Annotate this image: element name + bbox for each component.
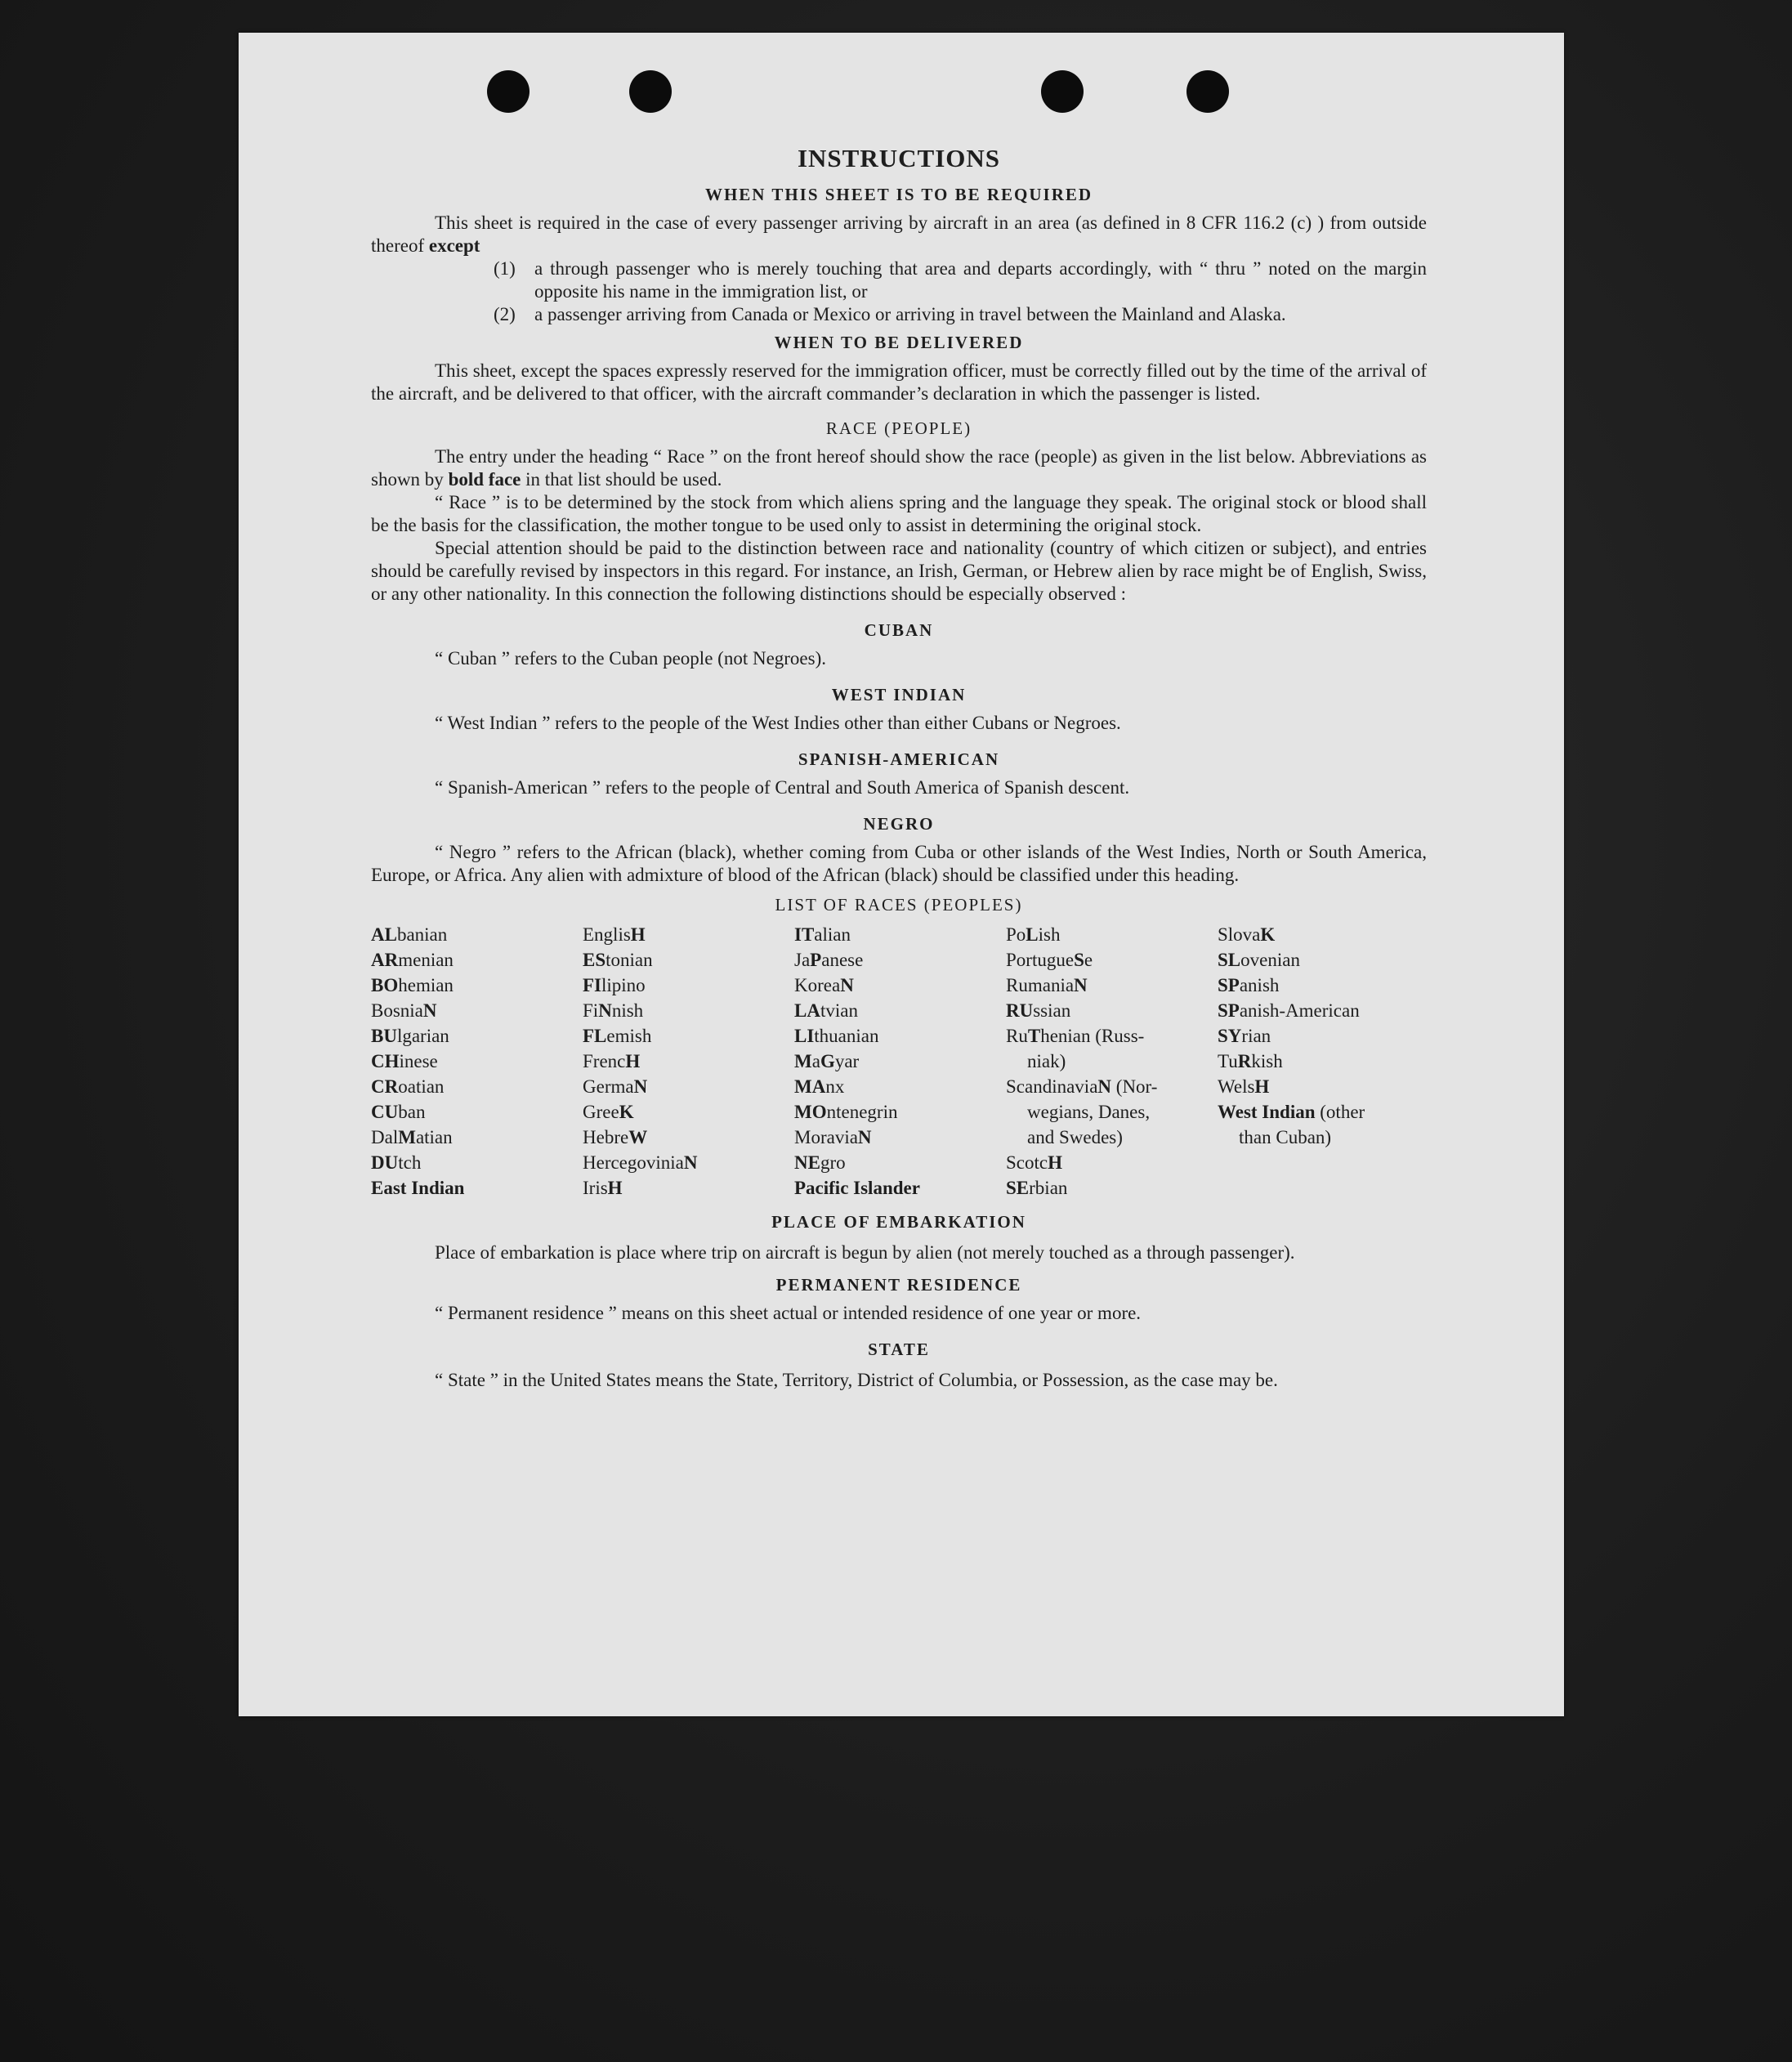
paragraph-embarkation: Place of embarkation is place where trip on aircraft is begun by alien (not merely touched as a through passenger).: [435, 1242, 1295, 1263]
race-text: ban: [398, 1102, 426, 1122]
race-text: Hebre: [583, 1127, 629, 1147]
race-abbreviation: CR: [371, 1076, 399, 1097]
paragraph-text: The entry under the heading “ Race ” on the front hereof should show the race (people) as given in the list below. Abbreviations as shown by: [371, 446, 1427, 490]
race-entry: [583, 1074, 792, 1099]
race-text: yar: [834, 1051, 860, 1071]
race-entry: [583, 1023, 792, 1049]
section-heading-when-delivered: WHEN TO BE DELIVERED: [774, 333, 1024, 352]
race-abbreviation: NE: [794, 1152, 820, 1173]
race-entry: [1006, 947, 1215, 973]
race-entry: [1218, 1023, 1427, 1049]
race-abbreviation: G: [820, 1051, 835, 1071]
race-entry: [1218, 1049, 1427, 1074]
races-column: [371, 922, 580, 1201]
race-abbreviation: N: [683, 1152, 698, 1173]
race-entry: [1006, 1049, 1215, 1074]
race-text: Frenc: [583, 1051, 626, 1071]
race-abbreviation: East Indian: [371, 1178, 465, 1198]
race-abbreviation: N: [840, 975, 854, 995]
race-abbreviation: ES: [583, 950, 606, 970]
race-abbreviation: RU: [1006, 1000, 1034, 1021]
section-heading-list-of-races: LIST OF RACES (PEOPLES): [775, 895, 1023, 915]
paragraph-race-2: “ Race ” is to be determined by the stock from which aliens spring and the language they speak. The original stock or blood shall be the basis for the classification, the mother tongue to be used only to assist in determining the original stock.: [371, 492, 1427, 535]
race-text: Dal: [371, 1127, 399, 1147]
race-entry: [583, 973, 792, 998]
race-entry: [794, 973, 1003, 998]
race-text: Tu: [1218, 1051, 1238, 1071]
race-abbreviation: S: [1074, 950, 1084, 970]
race-text: Englis: [583, 924, 631, 945]
document-page: [239, 33, 1564, 1716]
race-text: Po: [1006, 924, 1026, 945]
instructions-content: [371, 144, 1427, 1394]
punch-hole: [629, 70, 672, 113]
race-text: Germa: [583, 1076, 634, 1097]
race-entry: [794, 998, 1003, 1023]
race-text: ish: [1038, 924, 1061, 945]
race-text: Hercegovinia: [583, 1152, 684, 1173]
race-entry: [371, 973, 580, 998]
race-text: nx: [825, 1076, 845, 1097]
section-heading-spanish-american: SPANISH-AMERICAN: [798, 749, 1000, 769]
race-entry: [583, 1049, 792, 1074]
race-text: wegians, Danes,: [1027, 1102, 1151, 1122]
paragraph-race-1: [371, 445, 1427, 491]
race-entry: [1218, 1074, 1427, 1099]
race-abbreviation: LI: [794, 1026, 815, 1046]
race-text: nish: [611, 1000, 644, 1021]
paragraph-race-3: Special attention should be paid to the distinction between race and nationality (country of which citizen or subject), and entries should be carefully revised by inspectors in this regard. For instance, an Irish, German, or Hebrew alien by race might be of English, Swiss, or any other nationality. In this connection the following distinctions should be especially observed :: [371, 538, 1427, 604]
race-text: ntenegrin: [826, 1102, 898, 1122]
race-abbreviation: MA: [794, 1076, 826, 1097]
definition-cuban: “ Cuban ” refers to the Cuban people (not Negroes).: [435, 648, 827, 669]
race-text: Rumania: [1006, 975, 1075, 995]
punch-hole: [487, 70, 530, 113]
race-text: alian: [814, 924, 851, 945]
race-abbreviation: N: [1097, 1076, 1112, 1097]
race-abbreviation: SE: [1006, 1178, 1030, 1198]
paragraph-text: This sheet is required in the case of every passenger arriving by aircraft in an area (as defined in 8 CFR 116.2 (c) ) from outside thereof: [371, 212, 1427, 256]
race-entry: [583, 1125, 792, 1150]
race-abbreviation: West Indian: [1218, 1102, 1316, 1122]
race-text: menian: [398, 950, 454, 970]
bold-text: bold face: [448, 469, 521, 490]
list-number: (1): [494, 258, 516, 279]
race-entry: [1218, 1125, 1427, 1150]
race-text: Moravia: [794, 1127, 858, 1147]
race-entry: [794, 1125, 1003, 1150]
race-abbreviation: N: [633, 1076, 648, 1097]
race-entry: [371, 1099, 580, 1125]
paragraph-text: in that list should be used.: [521, 469, 722, 490]
race-text: Slova: [1218, 924, 1261, 945]
section-heading-west-indian: WEST INDIAN: [831, 685, 967, 704]
race-entry: [371, 1175, 580, 1201]
race-text: than Cuban): [1239, 1127, 1332, 1147]
race-abbreviation: H: [607, 1178, 623, 1198]
race-text: thuanian: [814, 1026, 879, 1046]
race-entry: [794, 1023, 1003, 1049]
races-column: [794, 922, 1003, 1201]
list-item-2: [494, 303, 1427, 326]
race-entry: [1006, 998, 1215, 1023]
race-text: a: [811, 1051, 820, 1071]
races-list: [371, 922, 1427, 1201]
list-item-1: [494, 257, 1427, 303]
race-entry: [794, 947, 1003, 973]
race-text: rbian: [1029, 1178, 1068, 1198]
race-entry: [371, 1074, 580, 1099]
race-text: kish: [1251, 1051, 1283, 1071]
race-abbreviation: CH: [371, 1051, 400, 1071]
race-abbreviation: SY: [1218, 1026, 1242, 1046]
race-entry: [1006, 922, 1215, 947]
race-abbreviation: M: [398, 1127, 416, 1147]
race-text: tch: [398, 1152, 422, 1173]
race-text: anish-American: [1239, 1000, 1360, 1021]
race-entry: [583, 1175, 792, 1201]
race-abbreviation: FL: [583, 1026, 607, 1046]
paragraph-required: [371, 212, 1427, 257]
race-text: and Swedes): [1027, 1127, 1123, 1147]
race-abbreviation: SP: [1218, 975, 1240, 995]
section-heading-residence: PERMANENT RESIDENCE: [775, 1275, 1022, 1295]
race-text: banian: [396, 924, 448, 945]
definition-west-indian: “ West Indian ” refers to the people of the West Indies other than either Cubans or Negroes.: [435, 713, 1121, 733]
races-column: [1006, 922, 1215, 1201]
race-abbreviation: AL: [371, 924, 397, 945]
race-entry: [794, 1099, 1003, 1125]
race-abbreviation: FI: [583, 975, 601, 995]
definition-negro: “ Negro ” refers to the African (black), whether coming from Cuba or other islands of the West Indies, North or South America, Europe, or Africa. Any alien with admixture of blood of the African (black) should be classified under this heading.: [371, 842, 1427, 885]
race-text: Iris: [583, 1178, 608, 1198]
race-entry: [794, 1074, 1003, 1099]
race-text: Scotc: [1006, 1152, 1048, 1173]
race-text: Ru: [1006, 1026, 1028, 1046]
race-abbreviation: N: [857, 1127, 872, 1147]
race-entry: [1006, 1150, 1215, 1175]
race-entry: [583, 998, 792, 1023]
race-abbreviation: AR: [371, 950, 399, 970]
race-abbreviation: W: [628, 1127, 648, 1147]
race-text: e: [1084, 950, 1093, 970]
race-text: lipino: [601, 975, 646, 995]
paragraph-delivered: This sheet, except the spaces expressly reserved for the immigration officer, must be correctly filled out by the time of the arrival of the aircraft, and be delivered to that officer, with the aircraft commander’s declaration in which the passenger is listed.: [371, 360, 1427, 404]
race-entry: [1006, 973, 1215, 998]
race-text: ssian: [1033, 1000, 1071, 1021]
section-heading-when-required: WHEN THIS SHEET IS TO BE REQUIRED: [704, 185, 1093, 204]
race-entry: [371, 1023, 580, 1049]
race-abbreviation: L: [1026, 924, 1039, 945]
race-abbreviation: K: [619, 1102, 634, 1122]
race-text: ovenian: [1240, 950, 1300, 970]
race-entry: [371, 1125, 580, 1150]
race-entry: [1218, 998, 1427, 1023]
race-abbreviation: H: [625, 1051, 641, 1071]
race-text: tvian: [820, 1000, 858, 1021]
race-text: Fi: [583, 1000, 599, 1021]
race-entry: [794, 922, 1003, 947]
race-text: gro: [820, 1152, 846, 1173]
race-text: niak): [1027, 1051, 1066, 1071]
races-column: [583, 922, 792, 1201]
bold-text: except: [428, 235, 480, 256]
race-text: (Nor-: [1111, 1076, 1158, 1097]
race-text: Korea: [794, 975, 841, 995]
race-entry: [1218, 922, 1427, 947]
race-entry: [583, 947, 792, 973]
race-abbreviation: BU: [371, 1026, 397, 1046]
list-text: a passenger arriving from Canada or Mexico or arriving in travel between the Mainland and Alaska.: [534, 304, 1286, 324]
section-heading-embarkation: PLACE OF EMBARKATION: [771, 1212, 1026, 1232]
race-entry: [1006, 1175, 1215, 1201]
race-abbreviation: DU: [371, 1152, 399, 1173]
section-heading-negro: NEGRO: [863, 814, 935, 834]
race-text: Gree: [583, 1102, 619, 1122]
list-text: a through passenger who is merely touching that area and departs accordingly, with “ thru ” noted on the margin opposite his name in the immigration list, or: [534, 258, 1427, 302]
race-abbreviation: H: [1048, 1152, 1062, 1173]
race-text: anish: [1239, 975, 1280, 995]
race-text: tonian: [606, 950, 653, 970]
race-abbreviation: MO: [794, 1102, 827, 1122]
race-abbreviation: M: [794, 1051, 812, 1071]
race-abbreviation: SL: [1218, 950, 1241, 970]
race-entry: [1218, 973, 1427, 998]
race-abbreviation: N: [422, 1000, 437, 1021]
race-entry: [1006, 1099, 1215, 1125]
race-entry: [583, 922, 792, 947]
race-entry: [1006, 1125, 1215, 1150]
section-heading-cuban: CUBAN: [864, 620, 934, 640]
race-abbreviation: LA: [794, 1000, 820, 1021]
race-text: (other: [1315, 1102, 1365, 1122]
race-text: Portugue: [1006, 950, 1075, 970]
race-entry: [794, 1175, 1003, 1201]
definition-spanish-american: “ Spanish-American ” refers to the people of Central and South America of Spanish descent.: [435, 777, 1130, 798]
race-text: inese: [399, 1051, 438, 1071]
race-entry: [583, 1150, 792, 1175]
race-entry: [1006, 1074, 1215, 1099]
race-text: emish: [606, 1026, 652, 1046]
race-abbreviation: T: [1027, 1026, 1041, 1046]
races-column: [1218, 922, 1427, 1201]
race-abbreviation: CU: [371, 1102, 399, 1122]
race-abbreviation: BO: [371, 975, 399, 995]
race-text: atian: [415, 1127, 453, 1147]
race-entry: [794, 1049, 1003, 1074]
race-text: oatian: [398, 1076, 445, 1097]
punch-hole: [1041, 70, 1084, 113]
race-entry: [371, 1049, 580, 1074]
race-entry: [371, 947, 580, 973]
race-entry: [1218, 947, 1427, 973]
race-abbreviation: P: [810, 950, 822, 970]
race-text: Bosnia: [371, 1000, 423, 1021]
race-abbreviation: N: [1074, 975, 1088, 995]
race-entry: [1218, 1099, 1427, 1125]
race-abbreviation: H: [630, 924, 646, 945]
race-abbreviation: SP: [1218, 1000, 1240, 1021]
race-abbreviation: N: [598, 1000, 612, 1021]
race-text: lgarian: [396, 1026, 449, 1046]
page-title: INSTRUCTIONS: [797, 144, 1000, 172]
race-text: henian (Russ-: [1040, 1026, 1145, 1046]
race-text: Scandinavia: [1006, 1076, 1098, 1097]
race-text: rian: [1241, 1026, 1271, 1046]
race-entry: [583, 1099, 792, 1125]
race-text: anese: [821, 950, 864, 970]
paragraph-state: “ State ” in the United States means the State, Territory, District of Columbia, or Possession, as the case may be.: [435, 1370, 1278, 1390]
section-heading-state: STATE: [868, 1340, 930, 1359]
race-entry: [371, 922, 580, 947]
list-number: (2): [494, 304, 516, 324]
section-heading-race: RACE (PEOPLE): [825, 418, 972, 438]
race-abbreviation: IT: [794, 924, 815, 945]
race-abbreviation: K: [1260, 924, 1276, 945]
race-abbreviation: R: [1237, 1051, 1252, 1071]
punch-hole: [1186, 70, 1229, 113]
race-text: Ja: [794, 950, 811, 970]
race-text: Wels: [1218, 1076, 1255, 1097]
race-entry: [1006, 1023, 1215, 1049]
race-entry: [371, 1150, 580, 1175]
race-abbreviation: H: [1254, 1076, 1270, 1097]
paragraph-residence: “ Permanent residence ” means on this sheet actual or intended residence of one year or more.: [435, 1303, 1142, 1323]
race-entry: [371, 998, 580, 1023]
race-abbreviation: Pacific Islander: [794, 1178, 920, 1198]
race-entry: [794, 1150, 1003, 1175]
race-text: hemian: [398, 975, 454, 995]
